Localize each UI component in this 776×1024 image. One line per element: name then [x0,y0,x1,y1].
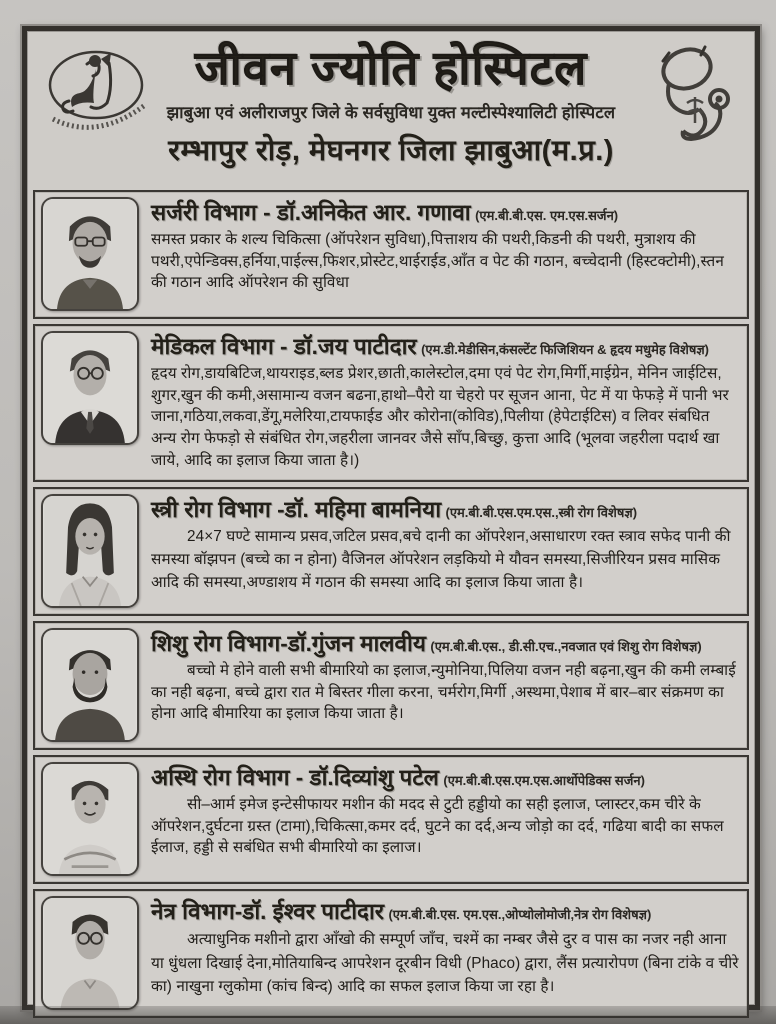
doctor-qualifications: (एम.बी.बी.एस.एम.एस.,स्त्री रोग विशेषज्ञ) [445,505,638,520]
department-description: अत्याधुनिक मशीनो द्वारा आँखो की सम्पूर्ण जाँच, चश्में का नम्बर जैसे दुर व पास का नजर नही आना या धुंधला दिखाई देना,मोतियाबिन्द आपरेशन दूरबीन विधी (Phaco) द्वारा, लैंस प्रत्यारोपण (बिना टांके व चीरे का) नाखुना ग्लुकोमा (कांच बिन्द) आदि का सफल इलाज किया जा रहा है। [151,931,739,996]
doctor-photo [41,494,139,608]
stethoscope-icon [649,43,749,153]
doctor-qualifications: (एम.बी.बी.एस., डी.सी.एच.,नवजात एवं शिशु रोग विशेषज्ञ) [430,639,702,654]
doctor-photo [41,331,139,445]
department-description: समस्त प्रकार के शल्य चिकित्सा (ऑपरेशन सुविधा),पित्ताशय की पथरी,किडनी की पथरी, मुत्राशय की पथरी,एपेन्डिक्स,हर्निया,पाईल्स,फिशर,प्रोस्टेट,थाईराईड,आँत व पेट की गठान, बच्चेदानी (हिस्टक्टोमी),स्तन की गठान आदि ऑपरेशन की सुविधा [151,231,724,292]
doctor-qualifications: (एम.बी.बी.एस. एम.एस.,ओप्थोलोमोजी,नेत्र रोग विशेषज्ञ) [388,907,652,922]
doctor-photo [41,762,139,876]
doctor-qualifications: (एम.बी.बी.एस. एम.एस.सर्जन) [475,208,619,223]
hospital-logo-icon [39,41,157,145]
doctor-qualifications: (एम.बी.बी.एस.एम.एस.आर्थोपेडिक्स सर्जन) [443,773,645,788]
doctor-qualifications: (एम.डी.मेडीसिन,कंसल्टेंट फिजिशियन & हृदय मधुमेह विशेषज्ञ) [421,342,710,357]
department-section-surgery [33,190,749,319]
doctor-photo [41,896,139,1010]
doctor-photo [41,197,139,311]
department-title: सर्जरी विभाग - डॉ.अनिकेत आर. गणावा [151,200,471,225]
department-title: शिशु रोग विभाग-डॉ.गुंजन मालवीय [151,631,426,656]
department-section-orthopedics [33,755,749,884]
flyer-page [22,26,760,1010]
department-title: स्त्री रोग विभाग -डॉ. महिमा बामनिया [151,497,442,522]
header [33,35,749,185]
hospital-title: जीवन ज्योति होस्पिटल [194,41,588,94]
department-title: अस्थि रोग विभाग - डॉ.दिव्यांशु पटेल [151,765,439,790]
department-section-eye [33,889,749,1018]
department-description: 24×7 घण्टे सामान्य प्रसव,जटिल प्रसव,बचे दानी का ऑपरेशन,असाधारण रक्त स्त्राव सफेद पानी की समस्या बॉझपन (बच्चे का न होना) वैजिनल ऑपरेशन लड़कियो मे यौवन समस्या,सिजीरियन प्रसव मासिक आदि की समस्या,अण्डाशय में गठान की समस्या आदि का इलाज किया जाता है। [151,528,731,591]
hospital-address: रम्भापुर रोड़, मेघनगर जिला झाबुआ(म.प्र.) [168,134,614,167]
hospital-subtitle: झाबुआ एवं अलीराजपुर जिले के सर्वसुविधा युक्त मल्टीस्पेश्यालिटी होस्पिटल [166,103,616,122]
department-section-medical [33,324,749,482]
department-title: नेत्र विभाग-डॉ. ईश्वर पाटीदार [151,899,384,924]
department-description: बच्चो मे होने वाली सभी बीमारियो का इलाज,न्युमोनिया,पिलिया वजन नही बढ़ना,खुन की कमी लम्बाई का नही बढ़ना, बच्चे द्वारा रात मे बिस्तर गीला करना, चर्मरोग,मिर्गी ,अस्थमा,पेशाब में बार–बार संक्रमण का होना आदि बीमारिया का इलाज किया जाता है। [151,662,736,723]
scan-edge-shadow [0,1006,776,1024]
department-title: मेडिकल विभाग - डॉ.जय पाटीदार [151,334,417,359]
department-section-gynecology [33,487,749,616]
department-section-pediatrics [33,621,749,750]
doctor-photo [41,628,139,742]
department-description: सी–आर्म इमेज इन्टेसीफायर मशीन की मदद से टुटी हड्डीयो का सही इलाज, प्लास्टर,कम चीरे के ऑपरेशन,दुर्घटना ग्रस्त (टामा),चिकित्सा,कमर दर्द, घुटने का दर्द,अन्य जोड़ो का दर्द, गढिया बादी का सफल ईलाज, हड्डी से सबंधित सभी बीमारियो का इलाज। [151,796,724,857]
department-description: हृदय रोग,डायबिटिज,थायराइड,ब्लड प्रेशर,छाती,कालेस्टोल,दमा एवं पेट रोग,मिर्गी,माईग्रेन, मेनिन जाईटिस, शुगर,खुन की कमी,असामान्य वजन बढना,हाथो–पैरो या चेहरो पर सूजन आना, पेट में या फेफड़े में पानी भर जाना,गठिया,लकवा,डेंगू,मलेरिया,टायफाईड और कोरोना(कोविड),पिलीया (हेपेटाईटिस) व लिवर संबधित अन्य रोग फेफड़ो से संबंधित रोग,जहरीला जानवर जैसे साँप,बिच्छु, कुत्ता आदि (भूलवा जहरीला पदार्थ खा जाये, आदि का इलाज किया जाता है।) [151,365,729,469]
